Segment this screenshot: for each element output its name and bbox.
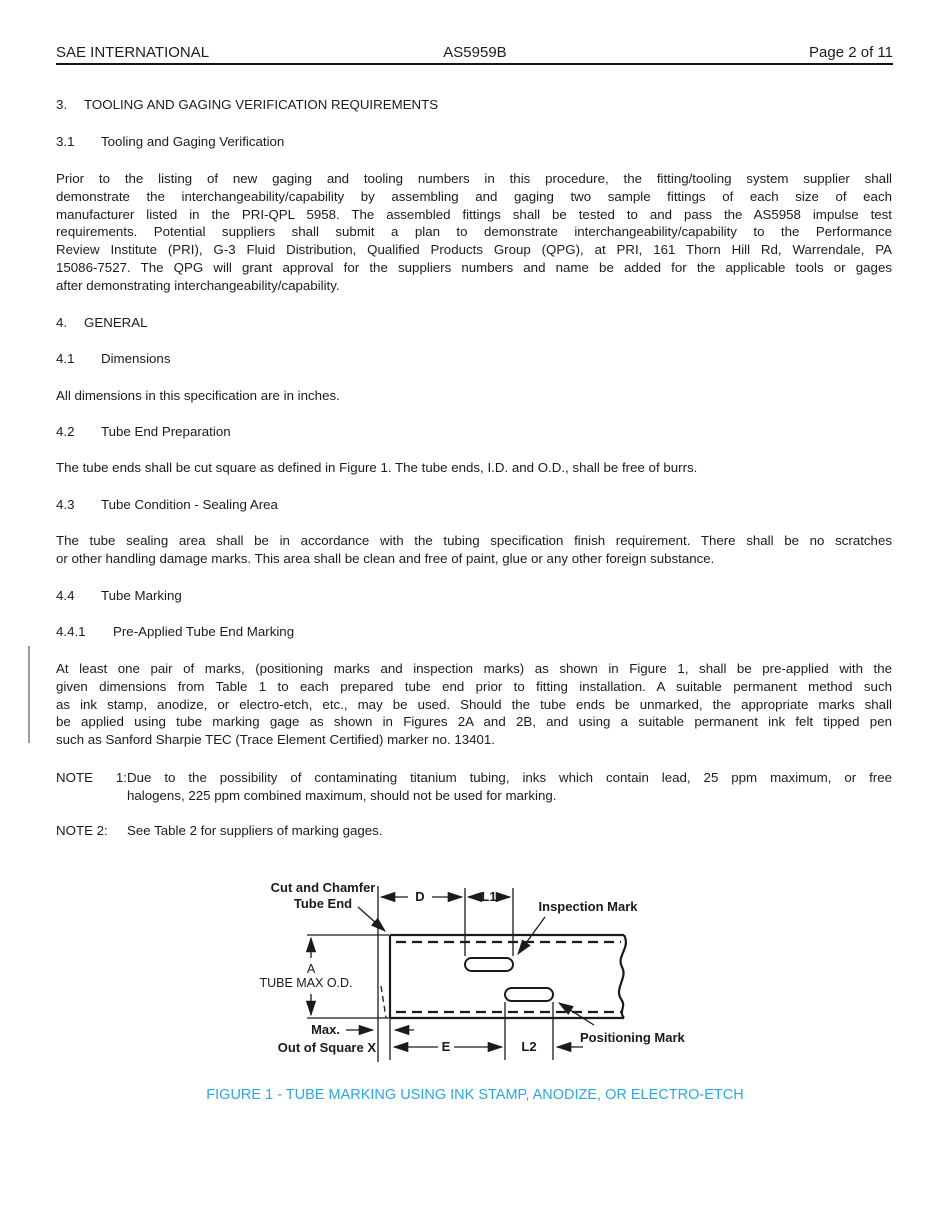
section-number: 4.2 [56, 424, 75, 439]
paragraph-line: be applied using tube marking gage as shown in Figures 2A and 2B, and using a suitable permanent ink felt tipped pen [56, 714, 892, 730]
tube-outline [390, 935, 626, 1018]
header-rule [56, 63, 893, 65]
section-title: Dimensions [101, 351, 171, 366]
paragraph-4-4-1 [56, 660, 892, 749]
section-heading-4 [56, 314, 892, 332]
paragraph-line: after demonstrating interchangeability/capability. [56, 277, 340, 293]
paragraph-line: requirements. Potential suppliers shall submit a plan to demonstrate interchangeability/capability to the Performance [56, 224, 892, 240]
note-1 [56, 769, 892, 805]
tube-break-wavy-line [619, 935, 626, 1018]
paragraph-line: The tube sealing area shall be in accordance with the tubing specification finish requirement. There shall be no scratches [56, 533, 892, 548]
section-heading-4-4 [56, 587, 892, 605]
dim-d-label: D [415, 889, 425, 904]
paragraph-line: Review Institute (PRI), G-3 Fluid Distribution, Qualified Products Group (QPG), at PRI, 161 Thorn Hill Rd, Warrendale, PA [56, 242, 892, 258]
section-number: 4.4 [56, 588, 75, 603]
revision-change-bar [28, 646, 30, 743]
figure-1-caption: FIGURE 1 - TUBE MARKING USING INK STAMP, ANODIZE, OR ELECTRO-ETCH [206, 1087, 744, 1103]
paragraph-line: demonstrate the interchangeability/capability by assembling and gaging two sample fittings of each size of each [56, 188, 892, 204]
paragraph-line: as ink stamp, anodize, or electro-etch, etc., may be used. Should the tube ends be unmarked, the appropriate marks shall [56, 696, 892, 712]
positioning-mark-shape [505, 988, 553, 1001]
note-label: NOTE 2: [56, 823, 108, 838]
header-page-number: Page 2 of 11 [809, 44, 893, 61]
section-heading-3-1 [56, 133, 892, 151]
positioning-mark-leader-arrow [559, 1003, 594, 1025]
figure-1-tube-marking-diagram [250, 872, 710, 1072]
paragraph-4-1: All dimensions in this specification are in inches. [56, 388, 340, 403]
section-heading-4-2 [56, 423, 892, 441]
positioning-mark-label: Positioning Mark [580, 1030, 685, 1045]
paragraph-4-3 [56, 532, 892, 568]
dim-l2-label: L2 [521, 1039, 537, 1054]
out-of-square-label: Out of Square X [277, 1040, 376, 1055]
cut-chamfer-leader-arrow [358, 907, 385, 931]
section-heading-4-3 [56, 496, 892, 514]
note-line [56, 769, 892, 787]
section-number: 3. [56, 97, 68, 112]
cut-chamfer-label-line1: Cut and Chamfer [270, 880, 376, 895]
note-line: halogens, 225 ppm combined maximum, should not be used for marking. [127, 787, 557, 803]
note-text: Due to the possibility of contaminating titanium tubing, inks which contain lead, 25 ppm maximum, or free [127, 770, 892, 785]
cut-chamfer-label-line2: Tube End [293, 896, 353, 911]
section-title: TOOLING AND GAGING VERIFICATION REQUIREMENTS [84, 97, 439, 112]
note-2 [56, 822, 892, 840]
section-number: 3.1 [56, 134, 75, 149]
section-title: Pre-Applied Tube End Marking [113, 624, 295, 639]
section-title: Tube End Preparation [101, 424, 231, 439]
header-left: SAE INTERNATIONAL [56, 44, 210, 61]
section-number: 4. [56, 315, 68, 330]
paragraph-line: 15086-7527. The QPG will grant approval for the suppliers numbers and name be added for the applicable tools or gages [56, 259, 892, 275]
header-center: AS5959B [443, 44, 507, 61]
paragraph-line: or other handling damage marks. This area shall be clean and free of paint, glue or any other foreign substance. [56, 550, 715, 566]
section-title: GENERAL [84, 315, 148, 330]
section-heading-4-4-1 [56, 623, 892, 641]
max-label: Max. [311, 1022, 340, 1037]
dim-a-label: A [306, 962, 316, 976]
section-number: 4.1 [56, 351, 75, 366]
paragraph-4-2: The tube ends shall be cut square as defined in Figure 1. The tube ends, I.D. and O.D., shall be free of burrs. [56, 460, 698, 475]
section-number: 4.4.1 [56, 624, 86, 639]
section-title: Tube Condition - Sealing Area [101, 497, 278, 512]
inspection-mark-shape [465, 958, 513, 971]
note-label: NOTE 1: [56, 770, 127, 785]
paragraph-3-1 [56, 170, 892, 295]
paragraph-line: At least one pair of marks, (positioning marks and inspection marks) as shown in Figure 1, shall be pre-applied with the [56, 661, 892, 676]
section-title: Tube Marking [101, 588, 182, 603]
dim-e-label: E [441, 1039, 451, 1054]
section-heading-3 [56, 96, 892, 114]
paragraph-line: manufacturer listed in the PRI-QPL 5958. The assembled fittings shall be tested to and pass the AS5958 impulse test [56, 206, 892, 222]
tube-max-od-label: TUBE MAX O.D. [259, 976, 353, 990]
paragraph-line: given dimensions from Table 1 to each prepared tube end prior to fitting installation. A suitable permanent method such [56, 678, 892, 694]
paragraph-line: such as Sanford Sharpie TEC (Trace Element Certified) marker no. 13401. [56, 732, 495, 748]
section-heading-4-1 [56, 350, 892, 368]
section-number: 4.3 [56, 497, 75, 512]
inspection-mark-label: Inspection Mark [538, 899, 638, 914]
dim-l1-label: L1 [481, 889, 497, 904]
paragraph-line: Prior to the listing of new gaging and tooling numbers in this procedure, the fitting/tooling system supplier shall [56, 171, 892, 186]
out-of-square-slanted-line [381, 986, 386, 1018]
section-title: Tooling and Gaging Verification [101, 134, 285, 149]
note-text: See Table 2 for suppliers of marking gages. [127, 823, 383, 838]
